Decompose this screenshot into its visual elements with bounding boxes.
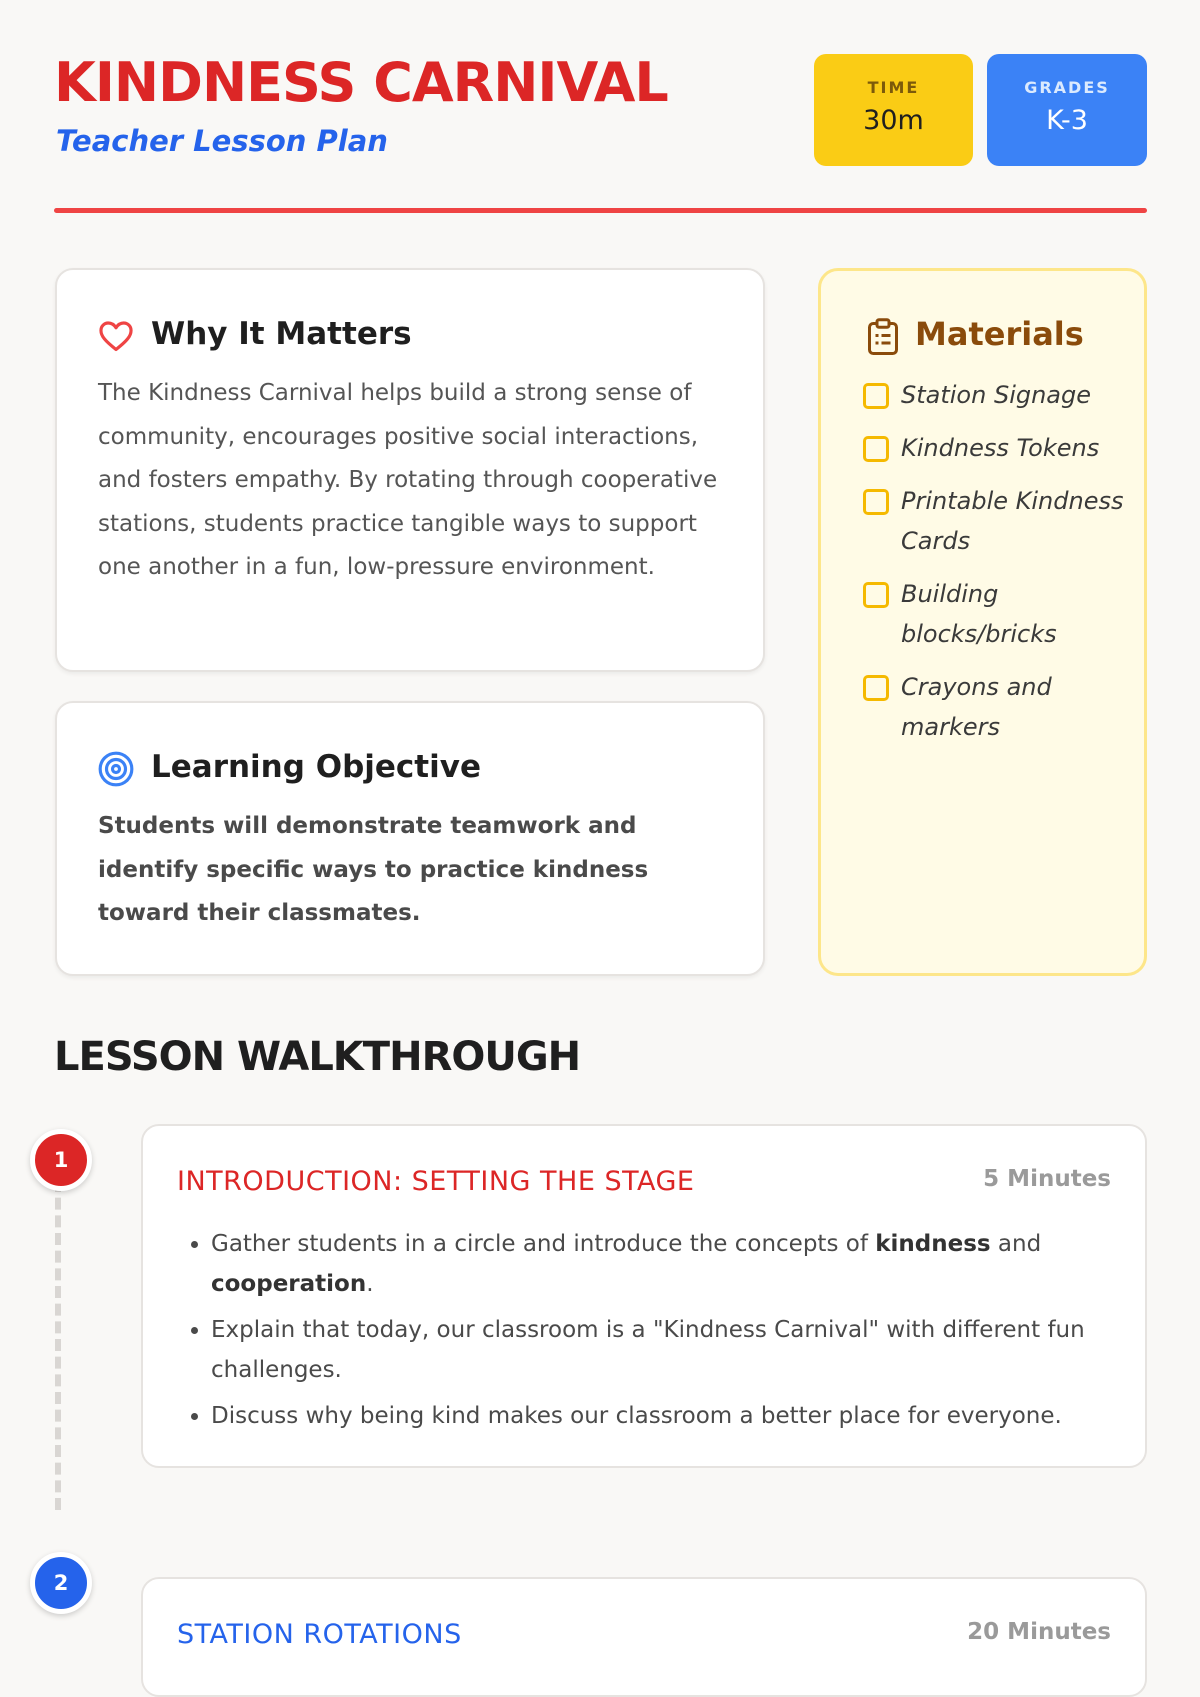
target-icon (97, 750, 135, 788)
step-number-badge: 2 (30, 1552, 92, 1614)
materials-item[interactable] (863, 375, 1133, 415)
checkbox-icon[interactable] (863, 582, 889, 608)
bullet-text: . (366, 1271, 374, 1297)
clipboard-icon (865, 317, 901, 357)
grades-badge (987, 54, 1147, 166)
time-badge (814, 54, 973, 166)
checkbox-icon[interactable] (863, 436, 889, 462)
heart-icon (97, 317, 135, 355)
materials-item-label: Station Signage (901, 381, 1092, 409)
why-it-matters-body: The Kindness Carnival helps build a strong sense of community, encourages positive social interactions, and fosters empathy. By rotating through cooperative stations, students practice tangible ways to support one another in a fun, low-pressure environment. (98, 380, 718, 580)
learning-objective-body: Students will demonstrate teamwork and identify specific ways to practice kindness toward their classmates. (98, 813, 649, 926)
why-it-matters-title: Why It Matters (151, 316, 412, 352)
step-title: STATION ROTATIONS (177, 1619, 462, 1650)
header-divider (54, 208, 1147, 213)
materials-item-label: Kindness Tokens (901, 434, 1100, 462)
materials-item[interactable] (863, 481, 1133, 561)
materials-item[interactable] (863, 574, 1133, 654)
step-card (141, 1577, 1147, 1697)
learning-objective-card (55, 701, 765, 976)
step-number-badge: 1 (30, 1129, 92, 1191)
why-it-matters-card (55, 268, 765, 672)
bullet-emphasis: cooperation (211, 1271, 367, 1297)
step-duration: 20 Minutes (967, 1619, 1111, 1645)
step-bullet: • Discuss why being kind makes our classroom a better place for everyone. (211, 1396, 1111, 1436)
step-bullet: • Explain that today, our classroom is a "Kindness Carnival" with different fun challenges. (211, 1310, 1111, 1390)
materials-panel (818, 268, 1147, 976)
bullet-text: and (990, 1231, 1042, 1257)
step-card (141, 1124, 1147, 1468)
materials-item[interactable] (863, 667, 1133, 747)
step-title: INTRODUCTION: SETTING THE STAGE (177, 1166, 695, 1197)
step-bullet (211, 1224, 1111, 1304)
materials-item-label: Printable Kindness Cards (901, 487, 1124, 555)
grades-badge-label: GRADES (1024, 78, 1110, 97)
learning-objective-title: Learning Objective (151, 749, 481, 785)
walkthrough-title: LESSON WALKTHROUGH (54, 1034, 581, 1080)
materials-list (863, 375, 1133, 760)
step-bullets (177, 1224, 1111, 1442)
checkbox-icon[interactable] (863, 675, 889, 701)
bullet-text: Gather students in a circle and introduce the concepts of (211, 1231, 876, 1257)
time-badge-label: TIME (867, 78, 920, 97)
checkbox-icon[interactable] (863, 383, 889, 409)
page-subtitle: Teacher Lesson Plan (56, 124, 388, 158)
step-duration: 5 Minutes (983, 1166, 1111, 1192)
timeline-connector (55, 1180, 61, 1510)
checkbox-icon[interactable] (863, 489, 889, 515)
bullet-emphasis: kindness (875, 1231, 991, 1257)
materials-item-label: Building blocks/bricks (901, 580, 1057, 648)
materials-title: Materials (915, 315, 1084, 353)
materials-item[interactable] (863, 428, 1133, 468)
page-title: KINDNESS CARNIVAL (54, 51, 668, 114)
time-badge-value: 30m (863, 105, 924, 136)
grades-badge-value: K-3 (1046, 105, 1088, 136)
materials-item-label: Crayons and markers (901, 673, 1052, 741)
